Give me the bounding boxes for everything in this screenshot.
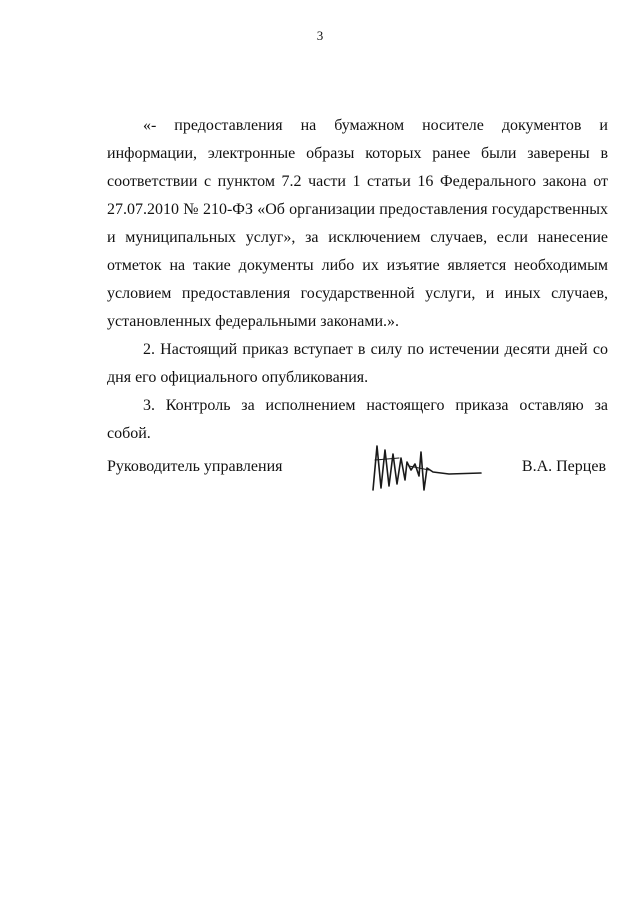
paragraph-amendment: «- предоставления на бумажном носителе документов и информации, электронные образы которых ранее были заверены в соответствии с пунктом 7.2 части 1 статьи 16 Федерального закона от 27.07.2010 № 210-ФЗ «Об организации предоставления государственных и муниципальных услуг», за исключением случаев, если нанесение отметок на такие документы либо их изъятие является необходимым условием предоставления государственной услуги, и иных случаев, установленных федеральными законами.». <box>107 117 608 330</box>
paragraph-control: 3. Контроль за исполнением настоящего приказа оставляю за собой. <box>107 397 608 442</box>
paragraph-effective-date: 2. Настоящий приказ вступает в силу по истечении десяти дней со дня его официального опубликования. <box>107 341 608 386</box>
signatory-position: Руководитель управления <box>107 458 283 475</box>
handwritten-signature-icon <box>369 440 487 496</box>
document-body <box>107 112 608 448</box>
signatory-name: В.А. Перцев <box>521 458 606 475</box>
signature-block <box>107 440 608 500</box>
page-number: 3 <box>316 28 324 43</box>
